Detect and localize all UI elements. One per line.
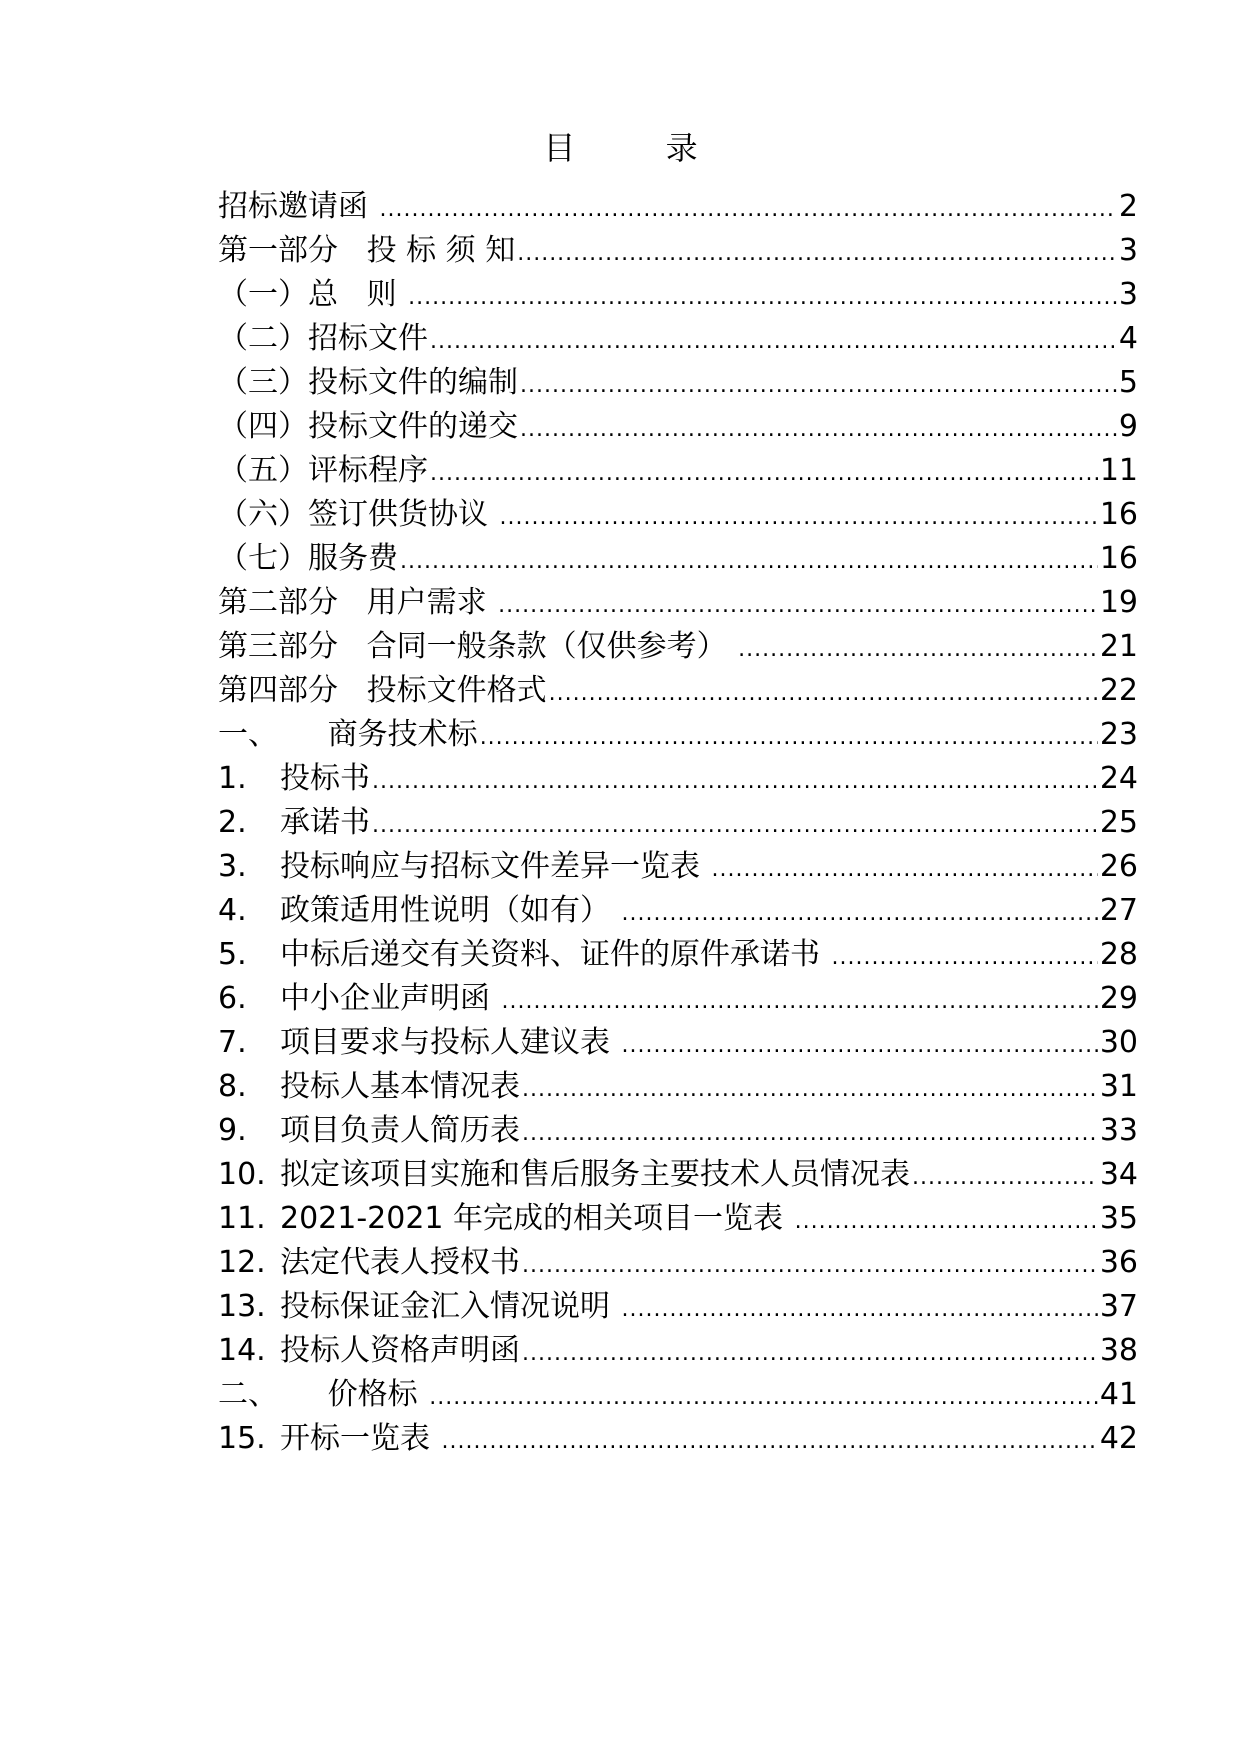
toc-page-number: 16 [1099, 541, 1138, 576]
toc-entry[interactable] [218, 1417, 1138, 1461]
toc-entry-label: （六）签订供货协议 [218, 497, 498, 532]
toc-page-number: 9 [1118, 409, 1138, 444]
toc-dot-leader [522, 1068, 1098, 1112]
toc-page-number: 31 [1099, 1069, 1138, 1104]
toc-page-number: 4 [1118, 321, 1138, 356]
toc-page-number: 3 [1118, 277, 1138, 312]
toc-page-number: 38 [1099, 1333, 1138, 1368]
toc-entry-number: 1. [218, 761, 247, 796]
toc-dot-leader [442, 1420, 1098, 1464]
toc-entry[interactable] [218, 273, 1138, 317]
toc-dot-leader [832, 936, 1098, 980]
toc-entry[interactable] [218, 1197, 1138, 1241]
toc-dot-leader [522, 1332, 1098, 1376]
toc-entry[interactable] [218, 361, 1138, 405]
toc-entry-label: 项目负责人简历表 [280, 1113, 520, 1148]
toc-page-number: 37 [1099, 1289, 1138, 1324]
toc-entry-label: 项目要求与投标人建议表 [280, 1025, 620, 1060]
toc-entry-number: 7. [218, 1025, 247, 1060]
toc-dot-leader [622, 1288, 1098, 1332]
toc-entry[interactable] [218, 625, 1138, 669]
toc-entry-label: （七）服务费 [218, 541, 398, 576]
toc-dot-leader [912, 1156, 1098, 1200]
toc-dot-leader [738, 628, 1098, 672]
toc-entry[interactable] [218, 229, 1138, 273]
toc-dot-leader [400, 540, 1098, 584]
toc-entry[interactable] [218, 801, 1138, 845]
toc-page-number: 21 [1099, 629, 1138, 664]
toc-entry-label: 投标人基本情况表 [280, 1069, 520, 1104]
toc-entry-number: 14. [218, 1333, 266, 1368]
toc-entry-label: 承诺书 [280, 805, 370, 840]
toc-entry-label: （一）总 则 [218, 277, 407, 312]
toc-entry[interactable] [218, 1153, 1138, 1197]
toc-entry-number: 12. [218, 1245, 266, 1280]
toc-entry[interactable] [218, 493, 1138, 537]
toc-page-number: 16 [1099, 497, 1138, 532]
toc-dot-leader [380, 188, 1117, 232]
toc-page-number: 29 [1099, 981, 1138, 1016]
toc-page-number: 35 [1099, 1201, 1138, 1236]
toc-entry[interactable] [218, 1021, 1138, 1065]
toc-page-number: 42 [1099, 1421, 1138, 1456]
toc-dot-leader [372, 760, 1098, 804]
toc-entry-label: 中小企业声明函 [280, 981, 500, 1016]
toc-entry-number: 15. [218, 1421, 266, 1456]
toc-dot-leader [502, 980, 1098, 1024]
toc-dot-leader [622, 892, 1098, 936]
toc-entry-label: 投标人资格声明函 [280, 1333, 520, 1368]
toc-entry[interactable] [218, 889, 1138, 933]
toc-entry-label: 第一部分 投 标 须 知 [218, 233, 516, 268]
toc-entry-number: 9. [218, 1113, 247, 1148]
toc-page-number: 24 [1099, 761, 1138, 796]
toc-page-number: 11 [1099, 453, 1138, 488]
toc-entry-number: 3. [218, 849, 247, 884]
toc-entry-label: 第二部分 用户需求 [218, 585, 497, 620]
toc-entry-number: 一、 [218, 717, 278, 752]
toc-dot-leader [712, 848, 1098, 892]
toc-entry[interactable] [218, 1285, 1138, 1329]
toc-entry-number: 4. [218, 893, 247, 928]
toc-entry-number: 二、 [218, 1377, 278, 1412]
toc-entry[interactable] [218, 1241, 1138, 1285]
toc-entry[interactable] [218, 845, 1138, 889]
toc-dot-leader [522, 1244, 1098, 1288]
toc-entry-label: （五）评标程序 [218, 453, 428, 488]
toc-entry-label: （二）招标文件 [218, 321, 428, 356]
toc-entry-label: 第四部分 投标文件格式 [218, 673, 547, 708]
toc-entry[interactable] [218, 933, 1138, 977]
toc-entry[interactable] [218, 581, 1138, 625]
toc-entry[interactable] [218, 1065, 1138, 1109]
toc-dot-leader [622, 1024, 1098, 1068]
toc-dot-leader [372, 804, 1098, 848]
toc-entry-number: 6. [218, 981, 247, 1016]
toc-entry[interactable] [218, 757, 1138, 801]
toc-entry[interactable] [218, 669, 1138, 713]
toc-dot-leader [429, 1376, 1098, 1420]
toc-dot-leader [430, 320, 1117, 364]
toc-entry-label: 招标邀请函 [218, 189, 378, 224]
toc-dot-leader [480, 716, 1098, 760]
toc-entry-number: 8. [218, 1069, 247, 1104]
toc-page-number: 25 [1099, 805, 1138, 840]
toc-page-number: 2 [1118, 189, 1138, 224]
toc-entry-label: 第三部分 合同一般条款（仅供参考） [218, 629, 737, 664]
toc-dot-leader [498, 584, 1098, 628]
toc-page-number: 33 [1099, 1113, 1138, 1148]
toc-entry[interactable] [218, 977, 1138, 1021]
toc-dot-leader [408, 276, 1117, 320]
toc-entry[interactable] [218, 449, 1138, 493]
toc-entry[interactable] [218, 1109, 1138, 1153]
toc-dot-leader [795, 1200, 1098, 1244]
toc-entry[interactable] [218, 1329, 1138, 1373]
toc-entry-number: 11. [218, 1201, 266, 1236]
toc-entry-label: 拟定该项目实施和售后服务主要技术人员情况表 [280, 1157, 910, 1192]
toc-page-number: 28 [1099, 937, 1138, 972]
toc-entry-label: （三）投标文件的编制 [218, 365, 518, 400]
toc-page-number: 27 [1099, 893, 1138, 928]
toc-dot-leader [522, 1112, 1098, 1156]
toc-page-number: 19 [1099, 585, 1138, 620]
toc-entry-label: 中标后递交有关资料、证件的原件承诺书 [280, 937, 830, 972]
toc-dot-leader [517, 232, 1117, 276]
toc-entry-label: 政策适用性说明（如有） [280, 893, 620, 928]
toc-entry-label: 开标一览表 [280, 1421, 440, 1456]
toc-entry-number: 5. [218, 937, 247, 972]
page-title: 目 录 [543, 129, 738, 167]
toc-page-number: 5 [1118, 365, 1138, 400]
toc-dot-leader [520, 364, 1117, 408]
toc-entry-label: 投标保证金汇入情况说明 [280, 1289, 620, 1324]
toc-entry[interactable] [218, 317, 1138, 361]
toc-entry[interactable] [218, 537, 1138, 581]
toc-page-number: 23 [1099, 717, 1138, 752]
toc-entry-number: 13. [218, 1289, 266, 1324]
toc-dot-leader [549, 672, 1098, 716]
toc-page-number: 30 [1099, 1025, 1138, 1060]
toc-entry[interactable] [218, 1373, 1138, 1417]
toc-dot-leader [500, 496, 1098, 540]
toc-page-number: 3 [1118, 233, 1138, 268]
toc-entry-number: 10. [218, 1157, 266, 1192]
toc-entry[interactable] [218, 713, 1138, 757]
toc-page-number: 36 [1099, 1245, 1138, 1280]
toc-entry[interactable] [218, 405, 1138, 449]
toc-page-number: 34 [1099, 1157, 1138, 1192]
toc-page-number: 41 [1099, 1377, 1138, 1412]
toc-entry-number: 2. [218, 805, 247, 840]
table-of-contents [218, 185, 1138, 1461]
toc-page-number: 22 [1099, 673, 1138, 708]
toc-entry-label: 商务技术标 [280, 717, 478, 752]
toc-entry-label: （四）投标文件的递交 [218, 409, 518, 444]
toc-entry-label: 价格标 [280, 1377, 428, 1412]
toc-entry-label: 投标响应与招标文件差异一览表 [280, 849, 710, 884]
toc-entry[interactable] [218, 185, 1138, 229]
toc-dot-leader [430, 452, 1098, 496]
toc-entry-label: 投标书 [280, 761, 370, 796]
toc-entry-label: 法定代表人授权书 [280, 1245, 520, 1280]
toc-page-number: 26 [1099, 849, 1138, 884]
toc-dot-leader [520, 408, 1117, 452]
toc-entry-label: 2021-2021 年完成的相关项目一览表 [280, 1201, 793, 1236]
